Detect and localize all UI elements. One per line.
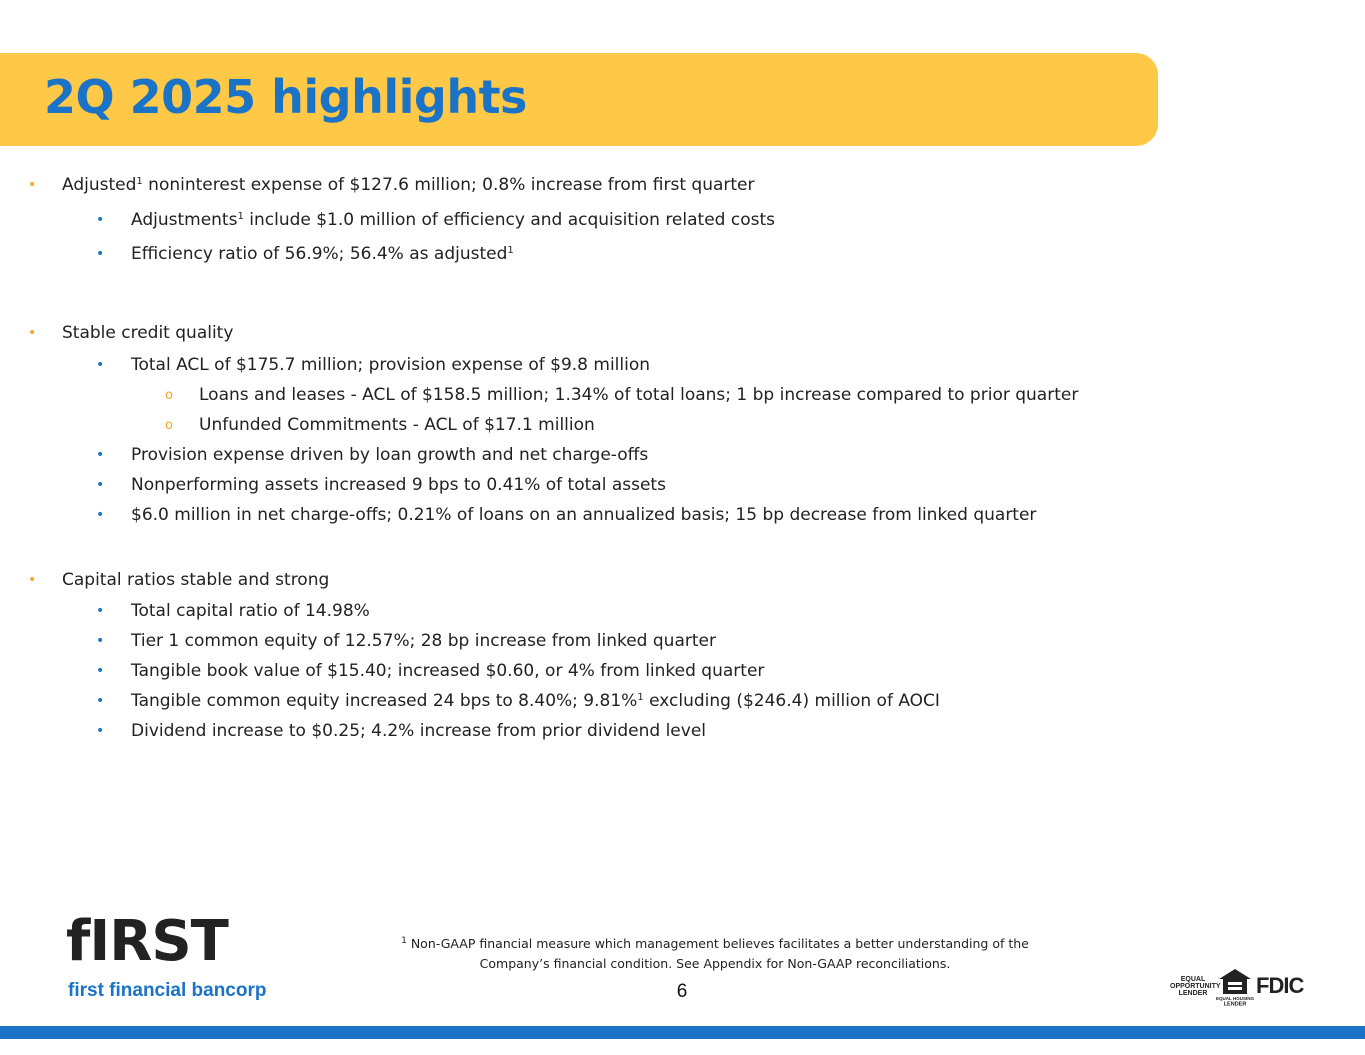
bullet-dot-icon: • xyxy=(96,447,105,463)
logo-wordmark: fIRST xyxy=(66,909,228,974)
bottom-bar xyxy=(0,1026,1365,1039)
bullet-item: Unfunded Commitments - ACL of $17.1 million xyxy=(199,415,595,435)
bullet-dot-icon: • xyxy=(28,572,37,588)
company-logo xyxy=(62,909,278,1006)
bullet-item: Capital ratios stable and strong xyxy=(62,570,330,590)
bullet-dot-icon: • xyxy=(28,325,37,341)
bullet-dot-icon: • xyxy=(96,723,105,739)
bullet-dot-icon: • xyxy=(96,246,105,262)
bullet-item: Stable credit quality xyxy=(62,323,234,343)
bullet-item: Adjusted$^1$ noninterest expense of $127.6 million; 0.8% increase from first quarter xyxy=(62,175,755,195)
bullet-item: Nonperforming assets increased 9 bps to 0.41% of total assets xyxy=(131,475,666,495)
bullet-dot-icon: • xyxy=(96,212,105,228)
bullet-item: Provision expense driven by loan growth and net charge-offs xyxy=(131,445,649,465)
bullet-item: $6.0 million in net charge-offs; 0.21% of loans on an annualized basis; 15 bp decrease from linked quarter xyxy=(131,505,1037,525)
bullet-dot-icon: • xyxy=(96,477,105,493)
fdic-logo: FDIC xyxy=(1256,973,1304,998)
bullet-item: Tier 1 common equity of 12.57%; 28 bp increase from linked quarter xyxy=(131,631,716,651)
bullet-ring-icon: o xyxy=(165,418,173,433)
equal-housing-icon xyxy=(1218,968,1252,1006)
bullet-item: Efficiency ratio of 56.9%; 56.4% as adjusted$^1$ xyxy=(131,244,514,264)
bullet-dot-icon: • xyxy=(96,633,105,649)
bullet-dot-icon: • xyxy=(96,357,105,373)
equal-opportunity-lender-badge: EQUAL OPPORTUNITY LENDER xyxy=(1170,976,1221,997)
bullet-dot-icon: • xyxy=(96,663,105,679)
bullet-item: Dividend increase to $0.25; 4.2% increase from prior dividend level xyxy=(131,721,706,741)
bullet-dot-icon: • xyxy=(96,507,105,523)
page-title: 2Q 2025 highlights xyxy=(44,70,527,124)
bullet-dot-icon: • xyxy=(96,693,105,709)
bullet-item: Total capital ratio of 14.98% xyxy=(131,601,370,621)
bullet-item: Tangible common equity increased 24 bps to 8.40%; 9.81%$^1$ excluding ($246.4) million of AOCI xyxy=(131,691,940,711)
bullet-dot-icon: • xyxy=(28,177,37,193)
svg-text:LENDER: LENDER xyxy=(1223,1001,1247,1008)
page-number: 6 xyxy=(676,981,688,1002)
bullet-item: Loans and leases - ACL of $158.5 million; 1.34% of total loans; 1 bp increase compared to prior quarter xyxy=(199,385,1079,405)
bullet-dot-icon: • xyxy=(96,603,105,619)
bullet-item: Tangible book value of $15.40; increased $0.60, or 4% from linked quarter xyxy=(131,661,765,681)
logo-subtitle: first financial bancorp xyxy=(68,980,267,1001)
bullet-item: Total ACL of $175.7 million; provision expense of $9.8 million xyxy=(131,355,651,375)
bullet-item: Adjustments$^1$ include $1.0 million of efficiency and acquisition related costs xyxy=(131,210,775,230)
svg-text:EQUAL HOUSING: EQUAL HOUSING xyxy=(1216,996,1254,1001)
bullet-ring-icon: o xyxy=(165,388,173,403)
footnote: $^1$ Non-GAAP financial measure which management believes facilitates a better understanding of the Company’s financial condition. See Appendix for Non-GAAP reconciliations. xyxy=(401,936,1029,971)
